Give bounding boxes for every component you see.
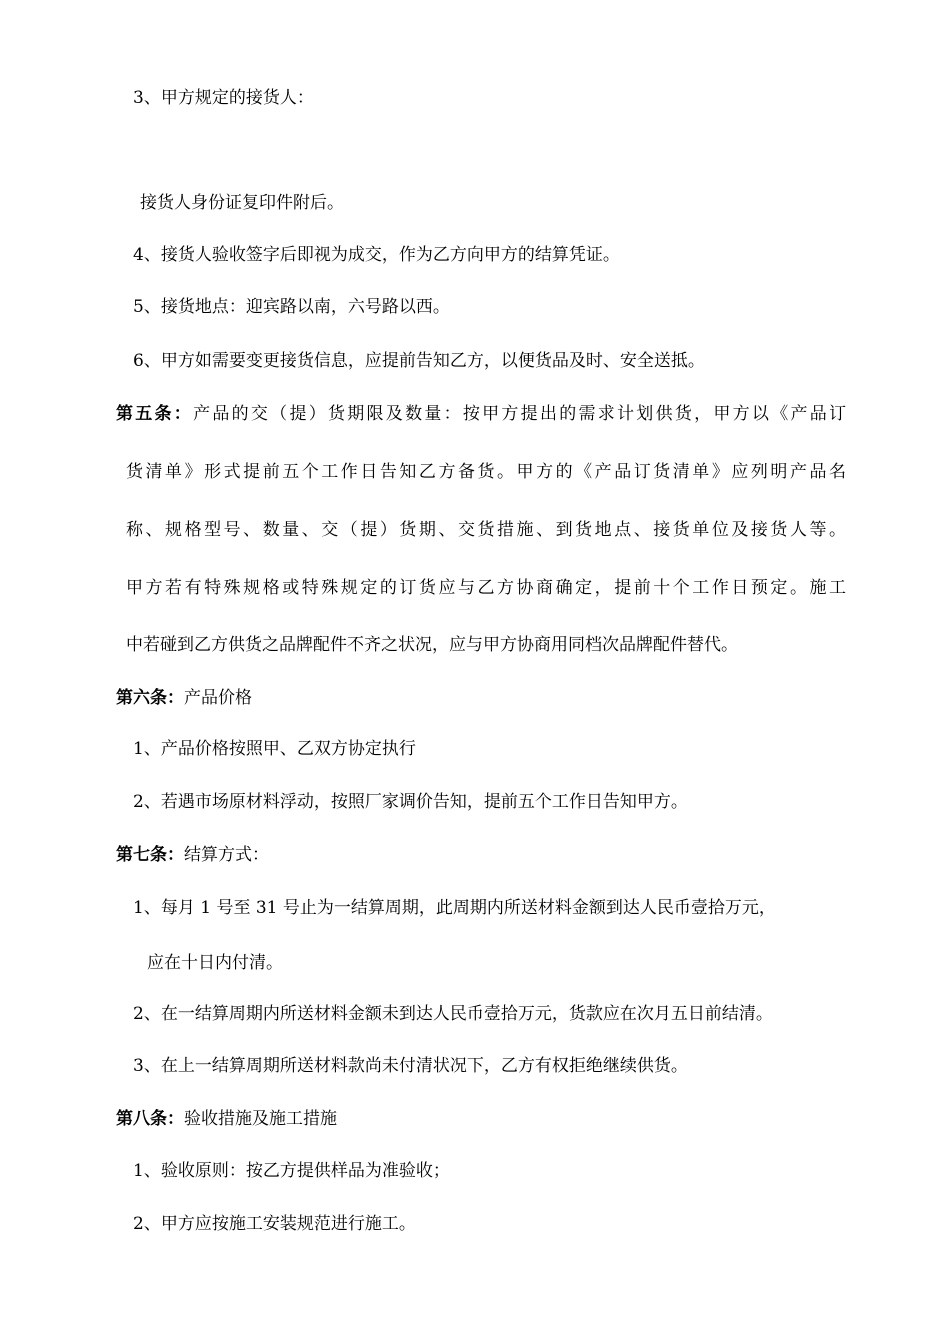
article-5-line-3: 称、规格型号、数量、交（提）货期、交货措施、到货地点、接货单位及接货人等。 xyxy=(126,520,846,540)
article-8-item-2: 2、甲方应按施工安装规范进行施工。 xyxy=(133,1214,416,1234)
article-7-item-2: 2、在一结算周期内所送材料金额未到达人民币壹拾万元，货款应在次月五日前结清。 xyxy=(133,1004,773,1024)
article-8-label: 第八条： xyxy=(116,1109,184,1129)
article-5-label: 第五条： xyxy=(116,404,194,424)
article-5-line-5: 中若碰到乙方供货之品牌配件不齐之状况，应与甲方协商用同档次品牌配件替代。 xyxy=(126,635,738,655)
article-6-label: 第六条： xyxy=(116,688,184,708)
article-8-item-1: 1、验收原则：按乙方提供样品为准验收； xyxy=(133,1161,450,1181)
article-6-item-2: 2、若遇市场原材料浮动，按照厂家调价告知，提前五个工作日告知甲方。 xyxy=(133,792,688,812)
article-8-heading xyxy=(116,1107,337,1131)
article-7-item-1: 1、每月 1 号至 31 号止为一结算周期，此周期内所送材料金额到达人民币壹拾万元， xyxy=(133,898,776,918)
article-6-item-1: 1、产品价格按照甲、乙双方协定执行 xyxy=(133,739,416,759)
article-7-heading xyxy=(116,843,269,867)
receiver-clause-6: 6、甲方如需要变更接货信息，应提前告知乙方，以便货品及时、安全送抵。 xyxy=(133,351,705,371)
article-7-item-1-continued: 应在十日内付清。 xyxy=(147,953,283,973)
article-5-first-line xyxy=(116,402,846,426)
article-6-heading xyxy=(116,686,252,710)
article-5-line-4: 甲方若有特殊规格或特殊规定的订货应与乙方协商确定，提前十个工作日预定。施工 xyxy=(126,578,846,598)
receiver-id-note: 接货人身份证复印件附后。 xyxy=(140,193,344,213)
article-7-item-3: 3、在上一结算周期所送材料款尚未付清状况下，乙方有权拒绝继续供货。 xyxy=(133,1056,688,1076)
receiver-clause-3: 3、甲方规定的接货人： xyxy=(133,88,314,108)
receiver-clause-5: 5、接货地点：迎宾路以南，六号路以西。 xyxy=(133,297,450,317)
article-8-title: 验收措施及施工措施 xyxy=(184,1109,337,1129)
article-5-line-2: 货清单》形式提前五个工作日告知乙方备货。甲方的《产品订货清单》应列明产品名 xyxy=(126,462,846,482)
article-5-text: 产品的交（提）货期限及数量：按甲方提出的需求计划供货，甲方以《产品订 xyxy=(193,404,847,424)
article-7-title: 结算方式： xyxy=(184,845,269,865)
article-7-label: 第七条： xyxy=(116,845,184,865)
receiver-clause-4: 4、接货人验收签字后即视为成交，作为乙方向甲方的结算凭证。 xyxy=(133,245,620,265)
article-6-title: 产品价格 xyxy=(184,688,252,708)
